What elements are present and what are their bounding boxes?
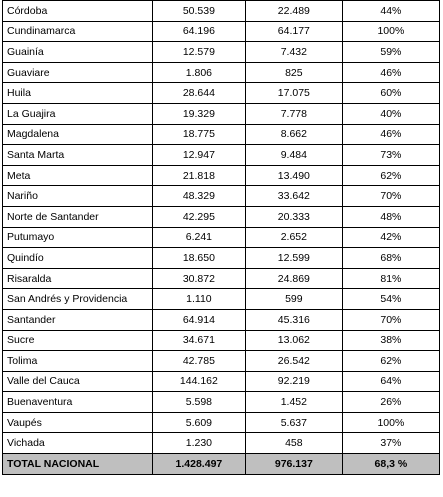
cell-department: Cundinamarca	[3, 21, 153, 42]
cell-percentage: 42%	[342, 227, 439, 248]
cell-value-a: 21.818	[152, 165, 245, 186]
cell-value-b: 5.637	[245, 412, 342, 433]
cell-value-a: 12.579	[152, 42, 245, 63]
cell-percentage: 68%	[342, 248, 439, 269]
cell-department: Sucre	[3, 330, 153, 351]
cell-percentage: 64%	[342, 371, 439, 392]
cell-department: Vichada	[3, 433, 153, 454]
cell-department: Buenaventura	[3, 392, 153, 413]
cell-value-a: 42.785	[152, 351, 245, 372]
cell-value-a: 144.162	[152, 371, 245, 392]
total-row	[3, 454, 440, 475]
table-row	[3, 124, 440, 145]
cell-percentage: 40%	[342, 103, 439, 124]
table-row	[3, 83, 440, 104]
cell-value-a: 64.914	[152, 309, 245, 330]
cell-value-a: 34.671	[152, 330, 245, 351]
cell-percentage: 46%	[342, 62, 439, 83]
cell-value-b: 12.599	[245, 248, 342, 269]
cell-percentage: 60%	[342, 83, 439, 104]
cell-value-a: 6.241	[152, 227, 245, 248]
table-body	[3, 1, 440, 475]
cell-value-a: 28.644	[152, 83, 245, 104]
table-row	[3, 21, 440, 42]
cell-value-b: 45.316	[245, 309, 342, 330]
cell-value-b: 599	[245, 289, 342, 310]
total-cell-value-a: 1.428.497	[152, 454, 245, 475]
cell-value-a: 50.539	[152, 1, 245, 22]
cell-percentage: 81%	[342, 268, 439, 289]
table-row	[3, 392, 440, 413]
cell-value-b: 33.642	[245, 186, 342, 207]
cell-department: Córdoba	[3, 1, 153, 22]
cell-percentage: 73%	[342, 145, 439, 166]
data-table	[2, 0, 440, 475]
cell-department: Santander	[3, 309, 153, 330]
table-row	[3, 371, 440, 392]
cell-value-b: 1.452	[245, 392, 342, 413]
total-cell-value-b: 976.137	[245, 454, 342, 475]
cell-department: La Guajira	[3, 103, 153, 124]
cell-department: Quindío	[3, 248, 153, 269]
table-row	[3, 62, 440, 83]
cell-value-b: 92.219	[245, 371, 342, 392]
cell-department: Risaralda	[3, 268, 153, 289]
table-row	[3, 289, 440, 310]
table-row	[3, 412, 440, 433]
cell-department: Norte de Santander	[3, 206, 153, 227]
table-row	[3, 227, 440, 248]
cell-department: Tolima	[3, 351, 153, 372]
cell-percentage: 59%	[342, 42, 439, 63]
cell-percentage: 37%	[342, 433, 439, 454]
cell-percentage: 48%	[342, 206, 439, 227]
cell-percentage: 100%	[342, 21, 439, 42]
table-row	[3, 103, 440, 124]
cell-percentage: 70%	[342, 186, 439, 207]
cell-value-b: 13.490	[245, 165, 342, 186]
cell-value-b: 64.177	[245, 21, 342, 42]
cell-value-a: 30.872	[152, 268, 245, 289]
cell-value-a: 19.329	[152, 103, 245, 124]
cell-percentage: 100%	[342, 412, 439, 433]
cell-department: San Andrés y Providencia	[3, 289, 153, 310]
table-row	[3, 268, 440, 289]
table-row	[3, 248, 440, 269]
cell-department: Guaviare	[3, 62, 153, 83]
cell-department: Guainía	[3, 42, 153, 63]
cell-percentage: 38%	[342, 330, 439, 351]
cell-value-b: 22.489	[245, 1, 342, 22]
table-row	[3, 433, 440, 454]
cell-value-a: 18.775	[152, 124, 245, 145]
cell-percentage: 62%	[342, 351, 439, 372]
cell-value-a: 42.295	[152, 206, 245, 227]
cell-value-b: 7.778	[245, 103, 342, 124]
cell-percentage: 62%	[342, 165, 439, 186]
cell-department: Magdalena	[3, 124, 153, 145]
cell-department: Meta	[3, 165, 153, 186]
cell-percentage: 46%	[342, 124, 439, 145]
cell-percentage: 70%	[342, 309, 439, 330]
cell-value-b: 24.869	[245, 268, 342, 289]
table-row	[3, 351, 440, 372]
table-row	[3, 186, 440, 207]
table-row	[3, 206, 440, 227]
cell-department: Huila	[3, 83, 153, 104]
table-row	[3, 330, 440, 351]
cell-value-b: 26.542	[245, 351, 342, 372]
cell-department: Vaupés	[3, 412, 153, 433]
cell-value-a: 1.806	[152, 62, 245, 83]
cell-percentage: 44%	[342, 1, 439, 22]
cell-department: Nariño	[3, 186, 153, 207]
cell-value-a: 12.947	[152, 145, 245, 166]
cell-department: Putumayo	[3, 227, 153, 248]
cell-value-a: 5.609	[152, 412, 245, 433]
cell-value-b: 13.062	[245, 330, 342, 351]
cell-value-a: 64.196	[152, 21, 245, 42]
cell-percentage: 54%	[342, 289, 439, 310]
cell-department: Valle del Cauca	[3, 371, 153, 392]
cell-value-b: 458	[245, 433, 342, 454]
table-row	[3, 145, 440, 166]
cell-value-a: 1.230	[152, 433, 245, 454]
cell-percentage: 26%	[342, 392, 439, 413]
cell-value-b: 825	[245, 62, 342, 83]
cell-value-a: 48.329	[152, 186, 245, 207]
cell-value-b: 17.075	[245, 83, 342, 104]
cell-value-b: 7.432	[245, 42, 342, 63]
cell-value-a: 5.598	[152, 392, 245, 413]
cell-department: Santa Marta	[3, 145, 153, 166]
total-cell-department: TOTAL NACIONAL	[3, 454, 153, 475]
total-cell-percentage: 68,3 %	[342, 454, 439, 475]
cell-value-b: 9.484	[245, 145, 342, 166]
table-row	[3, 309, 440, 330]
cell-value-a: 18.650	[152, 248, 245, 269]
cell-value-b: 20.333	[245, 206, 342, 227]
table-row	[3, 42, 440, 63]
table-row	[3, 1, 440, 22]
cell-value-a: 1.110	[152, 289, 245, 310]
cell-value-b: 2.652	[245, 227, 342, 248]
table-row	[3, 165, 440, 186]
cell-value-b: 8.662	[245, 124, 342, 145]
